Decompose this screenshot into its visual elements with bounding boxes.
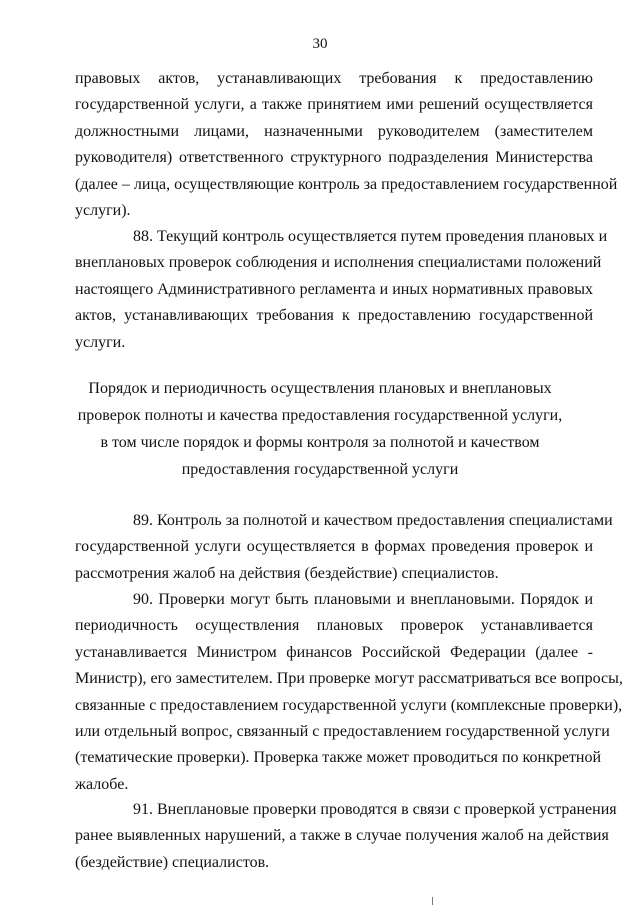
text-line: (далее – лица, осуществляющие контроль за предоставлением государственной <box>75 175 618 193</box>
heading-line: предоставления государственной услуги <box>181 461 459 478</box>
text-line: государственной услуги осуществляется в формах проведения проверок и <box>75 538 593 556</box>
paragraph-91 <box>75 797 617 876</box>
scan-edge-mark <box>432 897 433 905</box>
text-line: 90. Проверки могут быть плановыми и внеплановыми. Порядок и <box>133 591 593 608</box>
text-line: правовых актов, устанавливающих требования к предоставлению <box>75 70 593 87</box>
text-line: рассмотрения жалоб на действия (бездействие) специалистов. <box>75 564 499 582</box>
paragraph-90 <box>75 587 623 798</box>
text-line: Министр), его заместителем. При проверке могут рассматриваться все вопросы, <box>75 670 623 688</box>
text-line: руководителя) ответственного структурного подразделения Министерства <box>75 149 593 167</box>
paragraph-88 <box>75 224 608 356</box>
text-line: или отдельный вопрос, связанный с предоставлением государственной услуги <box>75 722 610 740</box>
text-line: государственной услуги, а также принятием ими решений осуществляется <box>75 96 593 114</box>
text-line: актов, устанавливающих требования к предоставлению государственной <box>75 307 593 325</box>
text-line: 91. Внеплановые проверки проводятся в связи с проверкой устранения <box>133 801 617 818</box>
text-line: устанавливается Министром финансов Российской Федерации (далее - <box>75 643 593 661</box>
paragraph-89 <box>75 508 613 587</box>
text-line: услуги. <box>75 333 126 351</box>
text-line: связанные с предоставлением государственной услуги (комплексные проверки), <box>75 696 623 714</box>
text-line: услуги). <box>75 201 131 219</box>
heading-line: Порядок и периодичность осуществления плановых и внеплановых <box>88 380 552 397</box>
text-line: (бездействие) специалистов. <box>75 853 270 871</box>
text-line: внеплановых проверок соблюдения и исполнения специалистами положений <box>75 254 602 272</box>
page-number: 30 <box>312 36 328 52</box>
text-line: должностными лицами, назначенными руководителем (заместителем <box>75 122 593 140</box>
text-line: периодичность осуществления плановых проверок устанавливается <box>75 617 593 635</box>
text-line: жалобе. <box>75 775 129 793</box>
text-line: 89. Контроль за полнотой и качеством предоставления специалистами <box>133 512 613 529</box>
text-line: (тематические проверки). Проверка также может проводиться по конкретной <box>75 749 602 767</box>
heading-line: в том числе порядок и формы контроля за полнотой и качеством <box>100 434 540 451</box>
heading-line: проверок полноты и качества предоставления государственной услуги, <box>77 407 563 424</box>
section-heading <box>40 375 600 483</box>
text-line: 88. Текущий контроль осуществляется путем проведения плановых и <box>133 228 608 245</box>
text-line: ранее выявленных нарушений, а также в случае получения жалоб на действия <box>75 827 609 845</box>
paragraph-continuation <box>75 66 618 224</box>
text-line: настоящего Административного регламента и иных нормативных правовых <box>75 280 593 298</box>
